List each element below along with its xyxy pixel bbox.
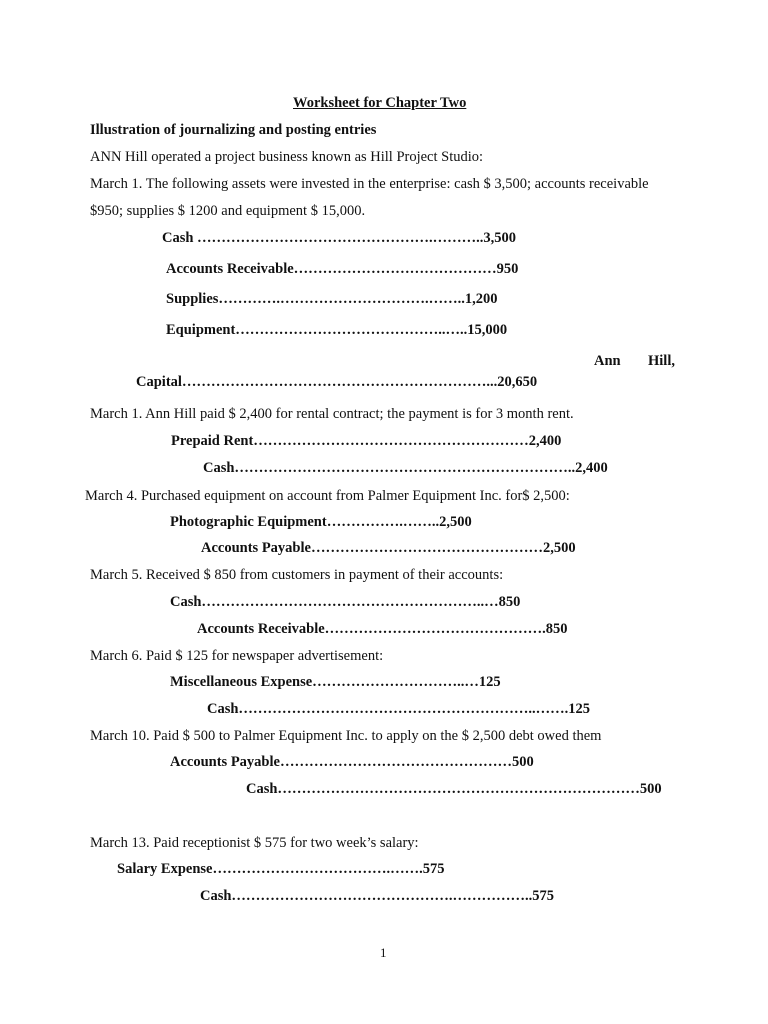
journal-entry-cash-mar10: Cash…………………………………………………………………500 [246, 781, 662, 797]
journal-entry-supplies: Supplies………….………………………….……..1,200 [166, 291, 498, 307]
journal-entry-ar-credit: Accounts Receivable……………………………………….850 [197, 621, 568, 637]
journal-entry-capital: Capital………………………………………………………...20,650 [136, 374, 538, 390]
journal-entry-salary-expense: Salary Expense……………………………….…….575 [117, 861, 445, 877]
page-number: 1 [380, 945, 387, 960]
journal-entry-equipment: Equipment……………………………………..…..15,000 [166, 322, 508, 338]
transaction-text-mar1b: March 1. Ann Hill paid $ 2,400 for rental contract; the payment is for 3 month rent. [90, 406, 574, 422]
journal-entry-cash-mar5: Cash…………………………………………………..…850 [170, 594, 521, 610]
journal-entry-prepaid-rent: Prepaid Rent…………………………………………………2,400 [171, 433, 562, 449]
transaction-text-mar1-line2: $950; supplies $ 1200 and equipment $ 15,000. [90, 203, 366, 219]
journal-entry-photographic-equipment: Photographic Equipment…………….……..2,500 [170, 514, 472, 530]
journal-entry-cash-mar6: Cash……………………………………………………..…….125 [207, 701, 591, 717]
transaction-text-mar10: March 10. Paid $ 500 to Palmer Equipment Inc. to apply on the $ 2,500 debt owed them [90, 728, 602, 744]
journal-entry-accounts-payable: Accounts Payable…………………………………………2,500 [201, 540, 576, 556]
transaction-text-mar4: March 4. Purchased equipment on account from Palmer Equipment Inc. for$ 2,500: [85, 488, 570, 504]
journal-entry-cash-credit: Cash……………………………………………………………..2,400 [203, 460, 608, 476]
transaction-text-mar6: March 6. Paid $ 125 for newspaper advertisement: [90, 648, 384, 664]
journal-entry-misc-expense: Miscellaneous Expense…………………………..…125 [170, 674, 501, 690]
section-heading: Illustration of journalizing and posting entries [90, 122, 377, 138]
intro-paragraph: ANN Hill operated a project business known as Hill Project Studio: [90, 149, 484, 165]
journal-entry-ap-mar10: Accounts Payable…………………………………………500 [170, 754, 534, 770]
journal-entry-capital-part2: Hill, [648, 353, 675, 369]
transaction-text-mar13: March 13. Paid receptionist $ 575 for two week’s salary: [90, 835, 419, 851]
journal-entry-cash-mar13: Cash……………………………………….……………..575 [200, 888, 555, 904]
transaction-text-mar5: March 5. Received $ 850 from customers in payment of their accounts: [90, 567, 504, 583]
journal-entry-accounts-receivable: Accounts Receivable……………………………………950 [166, 261, 519, 277]
transaction-text-mar1-line1: March 1. The following assets were invested in the enterprise: cash $ 3,500; accounts receivable [90, 176, 649, 192]
page-title: Worksheet for Chapter Two [293, 95, 467, 111]
journal-entry-capital-part1: Ann [594, 353, 621, 369]
journal-entry-cash: Cash ………………………………………….………..3,500 [162, 230, 517, 246]
